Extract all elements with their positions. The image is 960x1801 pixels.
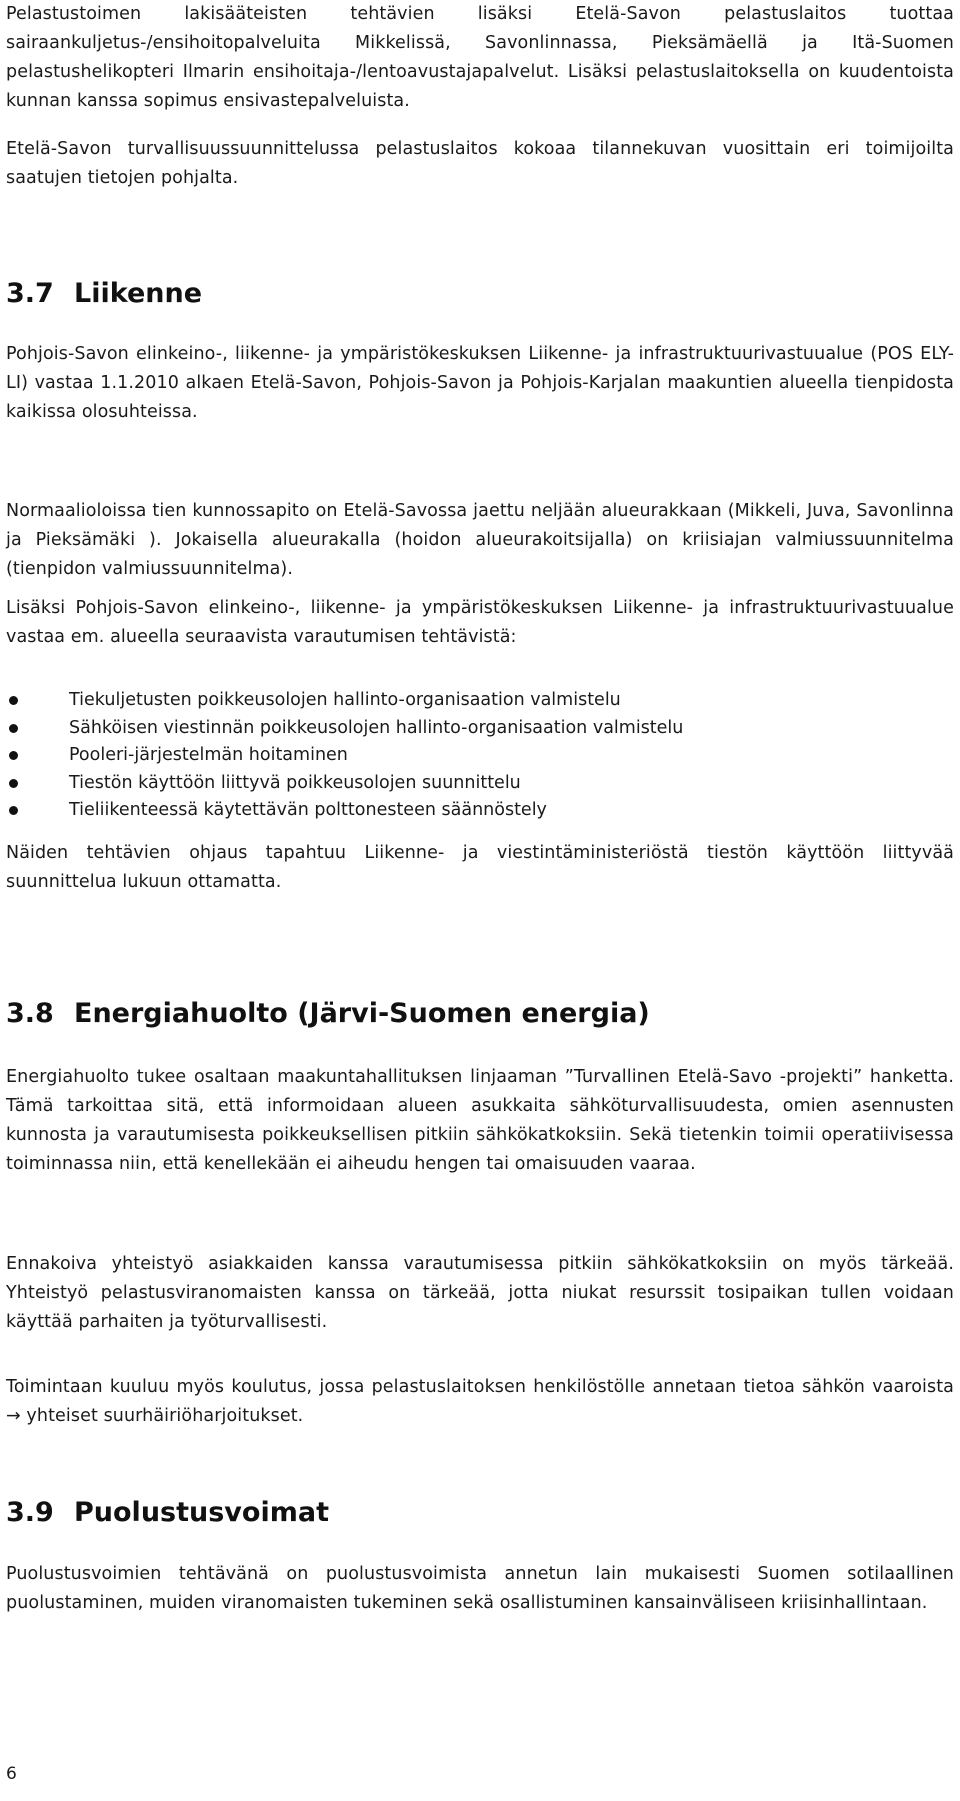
bullet-icon xyxy=(9,696,18,705)
section-number: 3.9 xyxy=(6,1497,54,1528)
section-3-7-heading xyxy=(6,277,954,311)
list-item: Sähköisen viestinnän poikkeusolojen hallinto-organisaation valmistelu xyxy=(6,715,954,743)
bullet-icon xyxy=(9,806,18,815)
list-item: Tieliikenteessä käytettävän polttonesteen säännöstely xyxy=(6,797,954,825)
list-item: Pooleri-järjestelmän hoitaminen xyxy=(6,742,954,770)
section-3-8-paragraph-1: Energiahuolto tukee osaltaan maakuntahallituksen linjaaman ”Turvallinen Etelä-Savo -projekti” hanketta. Tämä tarkoittaa sitä, että informoidaan alueen asukkaita sähköturvallisuudesta, omien asennusten kunnosta ja varautumisesta poikkeuksellisen pitkiin sähkökatkoksiin. Sekä tietenkin toimii operatiivisessa toiminnassa niin, että kenellekään ei aiheudu hengen tai omaisuuden vaaraa. xyxy=(6,1067,954,1174)
section-3-7-paragraph-2: Normaalioloissa tien kunnossapito on Etelä-Savossa jaettu neljään alueurakkaan (Mikkeli, Juva, Savonlinna ja Pieksämäki ). Jokaisella alueurakalla (hoidon alueurakoitsijalla) on kriisiajan valmiussuunnitelma (tienpidon valmiussuunnitelma). xyxy=(6,501,954,579)
bullet-icon xyxy=(9,751,18,760)
intro-paragraph-2: Etelä-Savon turvallisuussuunnittelussa pelastuslaitos kokoaa tilannekuvan vuosittain eri toimijoilta saatujen tietojen pohjalta. xyxy=(6,139,954,188)
intro-paragraph-1: Pelastustoimen lakisääteisten tehtävien lisäksi Etelä-Savon pelastuslaitos tuottaa sairaankuljetus-/ensihoitopalveluita Mikkelissä, Savonlinnassa, Pieksämäellä ja Itä-Suomen pelastushelikopteri Ilmarin ensihoitaja-/lentoavustajapalvelut. Lisäksi pelastuslaitoksella on kuudentoista kunnan kanssa sopimus ensivastepalveluista. xyxy=(6,4,954,111)
section-3-7-paragraph-4: Näiden tehtävien ohjaus tapahtuu Liikenne- ja viestintäministeriöstä tiestön käyttöön liittyvää suunnittelua lukuun ottamatta. xyxy=(6,843,954,892)
section-3-7-paragraph-1: Pohjois-Savon elinkeino-, liikenne- ja ympäristökeskuksen Liikenne- ja infrastruktuurivastuualue (POS ELY-LI) vastaa 1.1.2010 alkaen Etelä-Savon, Pohjois-Savon ja Pohjois-Karjalan maakuntien alueella tienpidosta kaikissa olosuhteissa. xyxy=(6,344,954,422)
list-item: Tiestön käyttöön liittyvä poikkeusolojen suunnittelu xyxy=(6,770,954,798)
bullet-icon xyxy=(9,724,18,733)
bullet-icon xyxy=(9,779,18,788)
section-title: Energiahuolto (Järvi-Suomen energia) xyxy=(74,998,650,1029)
section-3-8-paragraph-3: Toimintaan kuuluu myös koulutus, jossa pelastuslaitoksen henkilöstölle annetaan tietoa sähkön vaaroista → yhteiset suurhäiriöharjoitukset. xyxy=(6,1377,954,1426)
section-title: Puolustusvoimat xyxy=(74,1497,329,1528)
section-title: Liikenne xyxy=(74,278,203,309)
section-number: 3.7 xyxy=(6,278,54,309)
section-3-9-heading xyxy=(6,1496,954,1530)
section-3-9-paragraph-1: Puolustusvoimien tehtävänä on puolustusvoimista annetun lain mukaisesti Suomen sotilaallinen puolustaminen, muiden viranomaisten tukeminen sekä osallistuminen kansainväliseen kriisinhallintaan. xyxy=(6,1564,954,1613)
section-number: 3.8 xyxy=(6,998,54,1029)
list-item: Tiekuljetusten poikkeusolojen hallinto-organisaation valmistelu xyxy=(6,687,954,715)
section-3-8-heading xyxy=(6,997,954,1031)
section-3-7-paragraph-3: Lisäksi Pohjois-Savon elinkeino-, liikenne- ja ympäristökeskuksen Liikenne- ja infrastruktuurivastuualue vastaa em. alueella seuraavista varautumisen tehtävistä: xyxy=(6,598,954,647)
section-3-8-paragraph-2: Ennakoiva yhteistyö asiakkaiden kanssa varautumisessa pitkiin sähkökatkoksiin on myös tärkeää. Yhteistyö pelastusviranomaisten kanssa on tärkeää, jotta niukat resurssit tosipaikan tullen voidaan käyttää parhaiten ja työturvallisesti. xyxy=(6,1254,954,1332)
page-number: 6 xyxy=(6,1764,17,1784)
task-list xyxy=(6,687,954,825)
